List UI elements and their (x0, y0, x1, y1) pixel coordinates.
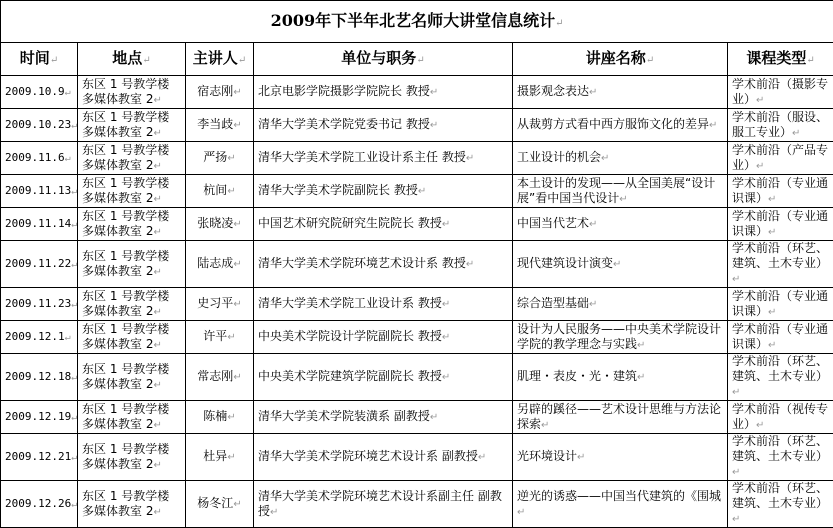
cell-type (728, 401, 833, 434)
cell-type-text: 学术前沿（专业通识课） ↵ (732, 176, 828, 205)
table-row (1, 288, 833, 321)
cell-speaker (186, 76, 254, 109)
cell-affiliation-text: 清华大学美术学院工业设计系 教授 ↵ (258, 296, 450, 310)
cell-affiliation (254, 401, 513, 434)
cell-speaker-text: 杭间 ↵ (203, 183, 235, 197)
cell-date-text: 2009.11.14 ↵ (5, 217, 77, 230)
cell-place (78, 434, 186, 481)
cell-affiliation-text: 清华大学美术学院装潢系 副教授 ↵ (258, 409, 438, 423)
cell-type (728, 175, 833, 208)
cell-type-text: 学术前沿（服设、服工专业） ↵ (732, 110, 828, 139)
cell-place (78, 354, 186, 401)
cell-lecture-text: 肌理・表皮・光・建筑 ↵ (517, 369, 645, 383)
cell-type-text: 学术前沿（环艺、建筑、土木专业） ↵ (732, 354, 828, 398)
cell-lecture-text: 摄影观念表达 ↵ (517, 84, 597, 98)
cell-date-text: 2009.11.23 ↵ (5, 297, 77, 310)
cell-affiliation-text: 清华大学美术学院党委书记 教授 ↵ (258, 117, 438, 131)
cell-date (1, 241, 78, 288)
cell-speaker-text: 史习平 ↵ (197, 296, 241, 310)
cell-lecture-text: 工业设计的机会 ↵ (517, 150, 609, 164)
cell-date-text: 2009.12.19 ↵ (5, 410, 77, 423)
table-row (1, 76, 833, 109)
cell-lecture (513, 208, 728, 241)
cell-affiliation (254, 208, 513, 241)
cell-type-text: 学术前沿（专业通识课） ↵ (732, 289, 828, 318)
cell-affiliation (254, 76, 513, 109)
cell-lecture (513, 109, 728, 142)
cell-speaker (186, 241, 254, 288)
cell-date-text: 2009.12.21 ↵ (5, 450, 77, 463)
cell-speaker (186, 481, 254, 528)
cell-lecture-text: 综合造型基础 ↵ (517, 296, 597, 310)
cell-type (728, 288, 833, 321)
cell-date (1, 175, 78, 208)
cell-affiliation (254, 288, 513, 321)
cell-affiliation-text: 清华大学美术学院工业设计系主任 教授 ↵ (258, 150, 474, 164)
cell-lecture-text: 设计为人民服务——中央美术学院设计学院的教学理念与实践 ↵ (517, 322, 721, 351)
cell-lecture (513, 175, 728, 208)
cell-lecture (513, 288, 728, 321)
cell-place-text: 东区 1 号教学楼多媒体教室 2 ↵ (82, 77, 169, 106)
cell-lecture-text: 从裁剪方式看中西方服饰文化的差异 ↵ (517, 117, 717, 131)
cell-speaker-text: 陈楠 ↵ (203, 409, 235, 423)
cell-date-text: 2009.11.22 ↵ (5, 257, 77, 270)
cell-place-text: 东区 1 号教学楼多媒体教室 2 ↵ (82, 442, 169, 471)
cell-affiliation (254, 241, 513, 288)
cell-type (728, 76, 833, 109)
cell-lecture (513, 76, 728, 109)
cell-affiliation-text: 北京电影学院摄影学院院长 教授 ↵ (258, 84, 438, 98)
cell-place (78, 241, 186, 288)
cell-affiliation-text: 清华大学美术学院环境艺术设计系 副教授 ↵ (258, 449, 486, 463)
cell-place (78, 109, 186, 142)
cell-affiliation-text: 清华大学美术学院副院长 教授 ↵ (258, 183, 426, 197)
cell-place-text: 东区 1 号教学楼多媒体教室 2 ↵ (82, 249, 169, 278)
cell-type (728, 354, 833, 401)
cell-affiliation-text: 清华大学美术学院环境艺术设计系 教授 ↵ (258, 256, 474, 270)
header-type: 课程类型 ↵ (728, 43, 833, 76)
table-row (1, 142, 833, 175)
cell-type (728, 142, 833, 175)
table-row (1, 109, 833, 142)
cell-lecture-text: 本土设计的发现——从全国美展“设计展”看中国当代设计 ↵ (517, 176, 715, 205)
cell-type-text: 学术前沿（专业通识课） ↵ (732, 322, 828, 351)
cell-date (1, 401, 78, 434)
cell-place-text: 东区 1 号教学楼多媒体教室 2 ↵ (82, 209, 169, 238)
cell-lecture (513, 354, 728, 401)
cell-place-text: 东区 1 号教学楼多媒体教室 2 ↵ (82, 110, 169, 139)
cell-speaker (186, 175, 254, 208)
cell-place-text: 东区 1 号教学楼多媒体教室 2 ↵ (82, 289, 169, 318)
cell-affiliation (254, 109, 513, 142)
cell-date (1, 109, 78, 142)
cell-speaker-text: 严扬 ↵ (203, 150, 235, 164)
cell-date-text: 2009.12.18 ↵ (5, 370, 77, 383)
cell-affiliation (254, 142, 513, 175)
cell-date (1, 321, 78, 354)
cell-place (78, 321, 186, 354)
cell-type-text: 学术前沿（摄影专业） ↵ (732, 77, 828, 106)
cell-speaker (186, 142, 254, 175)
table-row (1, 241, 833, 288)
cell-lecture-text: 现代建筑设计演变 ↵ (517, 256, 621, 270)
cell-place (78, 481, 186, 528)
cell-type (728, 208, 833, 241)
cell-date (1, 142, 78, 175)
cell-place (78, 288, 186, 321)
cell-lecture (513, 401, 728, 434)
cell-speaker-text: 许平 ↵ (203, 329, 235, 343)
header-lecture: 讲座名称 ↵ (513, 43, 728, 76)
cell-affiliation (254, 481, 513, 528)
cell-date (1, 434, 78, 481)
cell-date-text: 2009.10.9 ↵ (5, 85, 71, 98)
cell-speaker (186, 208, 254, 241)
cell-lecture (513, 434, 728, 481)
cell-affiliation (254, 354, 513, 401)
cell-speaker (186, 288, 254, 321)
cell-affiliation-text: 中央美术学院建筑学院副院长 教授 ↵ (258, 369, 450, 383)
table-row (1, 208, 833, 241)
cell-affiliation (254, 321, 513, 354)
cell-speaker-text: 陆志成 ↵ (197, 256, 241, 270)
cell-affiliation-text: 清华大学美术学院环境艺术设计系副主任 副教授 ↵ (258, 489, 502, 518)
cell-date (1, 288, 78, 321)
table-title (1, 1, 833, 43)
cell-type (728, 434, 833, 481)
cell-place (78, 142, 186, 175)
cell-place (78, 401, 186, 434)
cell-speaker-text: 杨冬江 ↵ (197, 496, 241, 510)
header-row (1, 43, 833, 76)
table-row (1, 434, 833, 481)
cell-speaker-text: 张晓凌 ↵ (197, 216, 241, 230)
cell-type (728, 321, 833, 354)
cell-type-text: 学术前沿（视传专业） ↵ (732, 402, 828, 431)
cell-lecture (513, 142, 728, 175)
cell-speaker (186, 354, 254, 401)
header-place: 地点 ↵ (78, 43, 186, 76)
header-speaker: 主讲人 ↵ (186, 43, 254, 76)
cell-place-text: 东区 1 号教学楼多媒体教室 2 ↵ (82, 362, 169, 391)
cell-date (1, 481, 78, 528)
cell-speaker (186, 434, 254, 481)
cell-lecture-text: 中国当代艺术 ↵ (517, 216, 597, 230)
cell-date-text: 2009.10.23 ↵ (5, 118, 77, 131)
cell-place (78, 76, 186, 109)
cell-place-text: 东区 1 号教学楼多媒体教室 2 ↵ (82, 489, 169, 518)
header-date: 时间 ↵ (1, 43, 78, 76)
cell-type-text: 学术前沿（环艺、建筑、土木专业） ↵ (732, 481, 828, 525)
cell-lecture (513, 481, 728, 528)
cell-affiliation (254, 175, 513, 208)
cell-type (728, 241, 833, 288)
cell-speaker-text: 杜异 ↵ (203, 449, 235, 463)
cell-lecture-text: 逆光的诱惑——中国当代建筑的《围城 ↵ (517, 489, 721, 518)
header-affiliation: 单位与职务 ↵ (254, 43, 513, 76)
cell-lecture-text: 光环境设计 ↵ (517, 449, 585, 463)
cell-place-text: 东区 1 号教学楼多媒体教室 2 ↵ (82, 143, 169, 172)
table-row (1, 175, 833, 208)
cell-type-text: 学术前沿（专业通识课） ↵ (732, 209, 828, 238)
cell-date-text: 2009.11.13 ↵ (5, 184, 77, 197)
cell-speaker (186, 109, 254, 142)
cell-place-text: 东区 1 号教学楼多媒体教室 2 ↵ (82, 402, 169, 431)
cell-place-text: 东区 1 号教学楼多媒体教室 2 ↵ (82, 176, 169, 205)
cell-speaker-text: 李当歧 ↵ (197, 117, 241, 131)
cell-type-text: 学术前沿（产品专业） ↵ (732, 143, 828, 172)
cell-speaker (186, 401, 254, 434)
cell-date-text: 2009.12.1 ↵ (5, 330, 71, 343)
cell-lecture (513, 241, 728, 288)
cell-place (78, 208, 186, 241)
table-row (1, 481, 833, 528)
cell-type (728, 481, 833, 528)
cell-affiliation-text: 中国艺术研究院研究生院院长 教授 ↵ (258, 216, 450, 230)
cell-place (78, 175, 186, 208)
cell-speaker (186, 321, 254, 354)
cell-type (728, 109, 833, 142)
title-text: 2009年下半年北艺名师大讲堂信息统计 ↵ (271, 11, 564, 30)
table-row (1, 401, 833, 434)
cell-date (1, 208, 78, 241)
cell-date (1, 76, 78, 109)
cell-type-text: 学术前沿（环艺、建筑、土木专业） ↵ (732, 241, 828, 285)
cell-affiliation (254, 434, 513, 481)
cell-speaker-text: 常志刚 ↵ (197, 369, 241, 383)
table-row (1, 354, 833, 401)
cell-lecture-text: 另辟的蹊径——艺术设计思维与方法论探索 ↵ (517, 402, 721, 431)
cell-date-text: 2009.11.6 ↵ (5, 151, 71, 164)
cell-speaker-text: 宿志刚 ↵ (197, 84, 241, 98)
cell-date (1, 354, 78, 401)
cell-type-text: 学术前沿（环艺、建筑、土木专业） ↵ (732, 434, 828, 478)
cell-affiliation-text: 中央美术学院设计学院副院长 教授 ↵ (258, 329, 450, 343)
table-row (1, 321, 833, 354)
cell-lecture (513, 321, 728, 354)
cell-place-text: 东区 1 号教学楼多媒体教室 2 ↵ (82, 322, 169, 351)
cell-date-text: 2009.12.26 ↵ (5, 497, 77, 510)
